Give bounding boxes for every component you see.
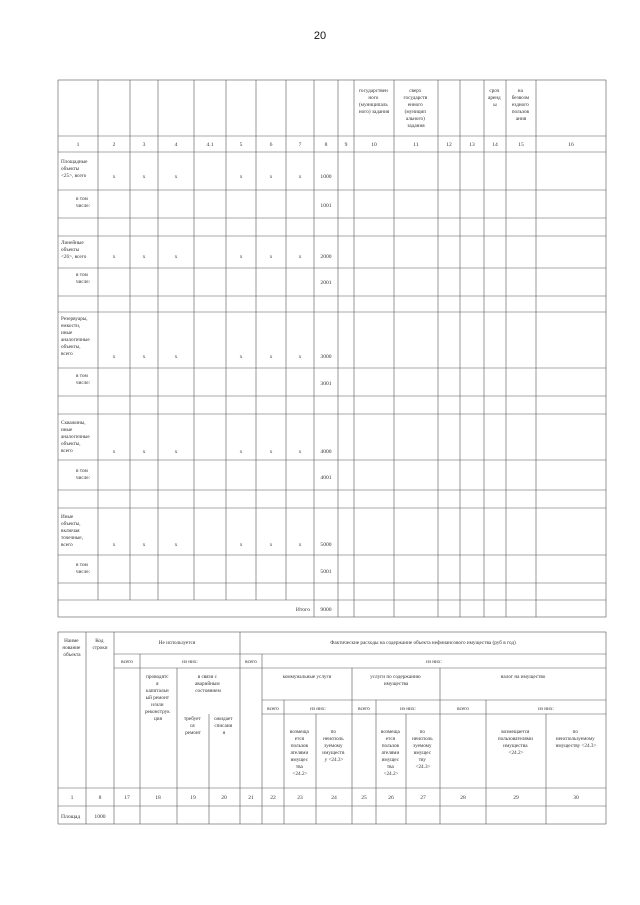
col-number: 4.1 [206, 142, 214, 148]
of-them-label: из них: [426, 659, 442, 665]
col-number: 8 [98, 795, 102, 801]
table-2-column-numbers [71, 795, 579, 801]
row-name: в том числе: [76, 196, 91, 209]
col-number: 3 [142, 142, 146, 148]
x-mark: x [269, 174, 273, 180]
of-them-label: из них: [310, 706, 326, 712]
x-mark: x [269, 542, 273, 548]
row-code: 1001 [320, 203, 332, 209]
page-number: 20 [313, 30, 327, 42]
col-number: 13 [469, 142, 475, 148]
table-row [76, 562, 332, 575]
table-1-horizontal-lines [58, 136, 606, 600]
table-1-vertical-lines [98, 80, 536, 617]
not-used-header: Не используется [158, 640, 196, 646]
row-name: Площад [61, 814, 81, 820]
row-code: 1000 [320, 174, 332, 180]
col-number: 22 [270, 795, 276, 801]
own-property-label: по неиспользуемому имуществу <24.3> [555, 729, 597, 749]
col-number: 7 [298, 142, 302, 148]
col-number: 1 [76, 142, 80, 148]
row-code: 1000 [94, 814, 106, 820]
col-number: 17 [124, 795, 130, 801]
own-property-label: по неисполь зуемому имущес тву <24.3> [412, 729, 433, 770]
row-name: в том числе: [76, 562, 91, 575]
x-mark: x [112, 174, 116, 180]
row-code: 2000 [320, 254, 332, 260]
needs-repair-label: требует ся ремонт [183, 716, 201, 736]
row-name: в том числе: [76, 468, 91, 481]
repair-label: проводятс я капитальн ый ремонт и/или реконструк ция [144, 674, 170, 722]
col-number: 2 [112, 142, 116, 148]
col-number: 12 [446, 142, 452, 148]
row-code: 5001 [320, 569, 332, 575]
row-code: 2001 [320, 280, 332, 286]
x-mark: x [174, 449, 178, 455]
total-label: всего [267, 706, 279, 712]
col-number: 10 [371, 142, 377, 148]
expenses-header: Фактические расходы на содержание объекта нефинансового имущества (руб в год) [330, 640, 516, 646]
table-row [61, 239, 332, 260]
col-number: 21 [248, 795, 254, 801]
reimbursed-label: возмеща ется пользов ателями имущес тва <24.2> [380, 729, 400, 777]
table-row [61, 159, 332, 180]
header-col15: на безвозм ездного пользов ания [511, 88, 530, 122]
header-col11: сверх государств енного (муницип ального) задания [403, 88, 428, 129]
col-number: 14 [492, 142, 498, 148]
x-mark: x [142, 354, 146, 360]
x-mark: x [142, 449, 146, 455]
of-them-label: из них: [182, 659, 198, 665]
table-1 [58, 80, 606, 617]
col-number: 8 [324, 142, 328, 148]
total-label: всего [457, 706, 469, 712]
own-property-label: по неисполь зуемому имуществ у <24.3> [322, 729, 345, 763]
col-number: 25 [361, 795, 367, 801]
col-number: 1 [70, 795, 74, 801]
col-number: 24 [331, 795, 337, 801]
x-mark: x [112, 449, 116, 455]
table-row [61, 814, 106, 820]
col-number: 23 [297, 795, 303, 801]
of-them-label: из них: [538, 706, 554, 712]
total-code: 9000 [320, 607, 332, 613]
x-mark: x [298, 254, 302, 260]
col-number: 30 [573, 795, 579, 801]
total-label: всего [358, 706, 370, 712]
x-mark: x [174, 254, 178, 260]
reimbursed-label: возмеща ется пользов ателями имущес тва <24.2> [289, 729, 309, 777]
col-number: 29 [513, 795, 519, 801]
row-name: в том числе: [76, 373, 91, 386]
row-code: 3000 [320, 354, 332, 360]
table-row [76, 373, 332, 387]
x-mark: x [298, 174, 302, 180]
emergency-label: в связи с аварийным состоянием [195, 674, 221, 694]
total-label: Итого [295, 607, 310, 613]
security-label: услуги по содержанию имущества [370, 674, 421, 687]
col-number: 18 [155, 795, 161, 801]
x-mark: x [239, 449, 243, 455]
table-row [61, 514, 332, 548]
x-mark: x [174, 354, 178, 360]
row-code: 3001 [320, 381, 332, 387]
table-1-column-numbers [77, 142, 574, 148]
reimbursed-label: возмещается пользователями имущества <24.2> [497, 729, 533, 756]
col-number: 20 [221, 795, 227, 801]
header-col14: сроч аренд ы [488, 88, 501, 108]
x-mark: x [112, 542, 116, 548]
row-name: Иные объекты, включая точечные, всего [61, 514, 83, 548]
row-name: Площадные объекты <25>, всего [61, 159, 88, 179]
x-mark: x [298, 449, 302, 455]
table-row [61, 420, 332, 455]
table-row [76, 272, 332, 286]
code-header: Код строки [92, 638, 108, 651]
row-code: 4000 [320, 449, 332, 455]
x-mark: x [174, 174, 178, 180]
col-number: 27 [420, 795, 426, 801]
x-mark: x [239, 354, 243, 360]
row-name: Резервуары, емкости, иные аналогичные объекты, всего [61, 316, 90, 357]
row-code: 4001 [320, 475, 332, 481]
x-mark: x [269, 354, 273, 360]
x-mark: x [239, 174, 243, 180]
table-2 [58, 632, 606, 824]
col-number: 4 [174, 142, 178, 148]
x-mark: x [142, 254, 146, 260]
table-row [76, 196, 332, 209]
col-number: 11 [413, 142, 419, 148]
row-name: Линейные объекты <26>, всего [61, 240, 87, 260]
col-number: 6 [269, 142, 273, 148]
x-mark: x [112, 354, 116, 360]
awaiting-writeoff-label: ожидает списани я [214, 716, 233, 736]
x-mark: x [112, 254, 116, 260]
x-mark: x [269, 254, 273, 260]
row-name: Скважины, иные аналогичные объекты, всего [61, 420, 90, 454]
col-number: 15 [518, 142, 524, 148]
col-number: 9 [344, 142, 348, 148]
col-number: 19 [190, 795, 196, 801]
property-tax-label: налог на имущество [500, 674, 546, 680]
x-mark: x [298, 542, 302, 548]
row-name: в том числе: [76, 272, 91, 285]
total-label: всего [121, 659, 133, 665]
table-row [61, 316, 332, 360]
total-label: всего [245, 659, 257, 665]
x-mark: x [298, 354, 302, 360]
col-number: 28 [460, 795, 466, 801]
table-row [76, 468, 332, 481]
header-col10: государствен ного (муниципаль ного) задания [358, 88, 390, 115]
x-mark: x [174, 542, 178, 548]
x-mark: x [239, 542, 243, 548]
col-number: 5 [239, 142, 243, 148]
of-them-label: из них: [400, 706, 416, 712]
col-number: 26 [388, 795, 394, 801]
x-mark: x [239, 254, 243, 260]
x-mark: x [142, 174, 146, 180]
table-1-border [58, 80, 606, 617]
name-header: Наиме нование объекта [62, 638, 81, 658]
col-number: 16 [568, 142, 574, 148]
row-code: 5000 [320, 542, 332, 548]
x-mark: x [269, 449, 273, 455]
x-mark: x [142, 542, 146, 548]
utilities-label: коммунальные услуги [282, 674, 332, 680]
